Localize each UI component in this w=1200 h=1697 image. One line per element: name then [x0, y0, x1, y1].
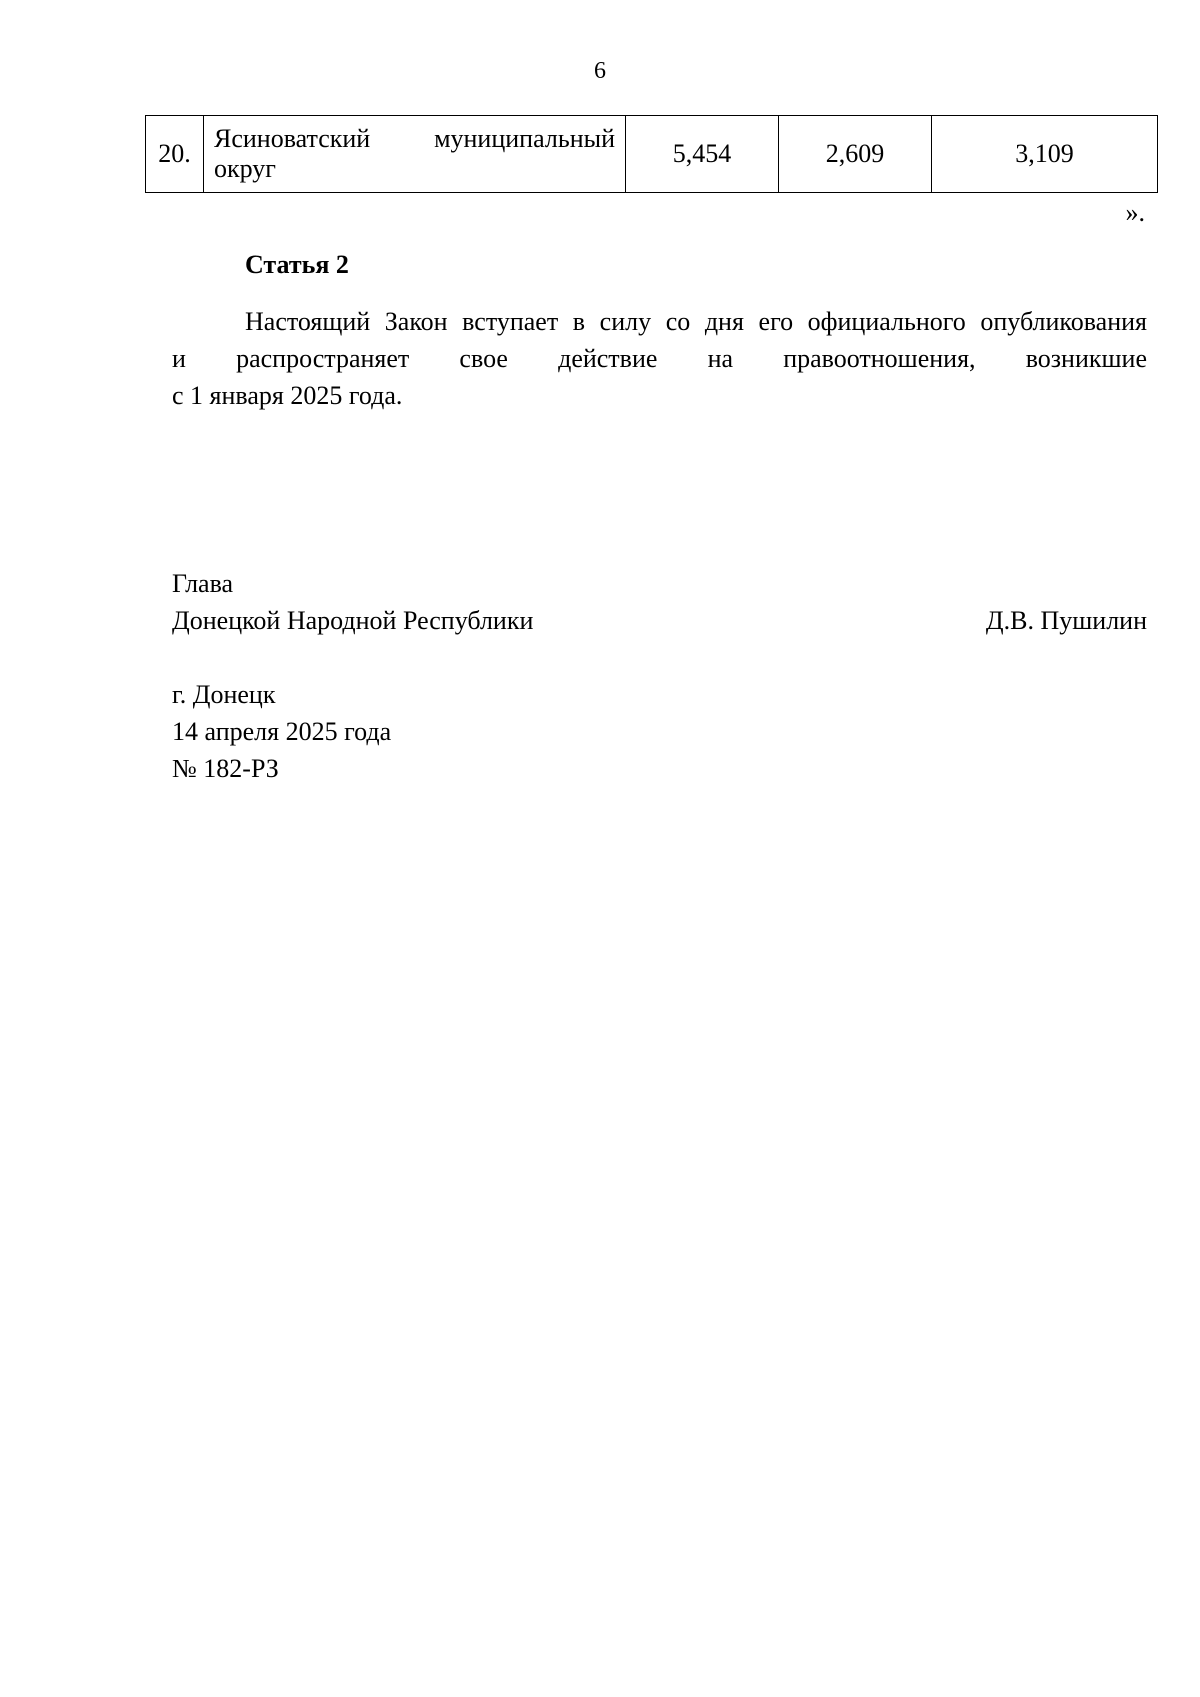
- value-cell-1: 5,454: [626, 116, 779, 193]
- data-table: [145, 115, 1158, 193]
- closing-quote: ».: [1125, 198, 1145, 227]
- law-date: 14 апреля 2025 года: [172, 717, 392, 746]
- article-text-line3: с 1 января 2025 года.: [172, 381, 403, 410]
- signatory-position-line1: Глава: [172, 569, 234, 598]
- signature-row: [172, 602, 1147, 639]
- row-number: 20.: [146, 116, 204, 193]
- law-number: № 182-РЗ: [172, 754, 279, 783]
- article-title: Статья 2: [245, 250, 349, 279]
- value-cell-2: 2,609: [779, 116, 932, 193]
- table-row: [146, 116, 1158, 193]
- value-cell-3: 3,109: [932, 116, 1158, 193]
- place-date-block: [172, 676, 391, 787]
- municipality-name-line1: Ясиноватский муниципальный: [214, 124, 615, 153]
- page-number: 6: [594, 58, 606, 84]
- municipality-name-line2: округ: [214, 154, 276, 183]
- signature-block: [172, 565, 1147, 639]
- article-text-line2: и распространяет свое действие на правоотношения, возникшие: [172, 344, 1147, 373]
- signatory-name: Д.В. Пушилин: [985, 606, 1147, 635]
- municipality-name: [204, 116, 626, 193]
- article-text-line1: Настоящий Закон вступает в силу со дня его официального опубликования: [245, 307, 1147, 336]
- city: г. Донецк: [172, 680, 276, 709]
- article-text: [172, 303, 1147, 414]
- signatory-position-line2: Донецкой Народной Республики: [172, 606, 534, 635]
